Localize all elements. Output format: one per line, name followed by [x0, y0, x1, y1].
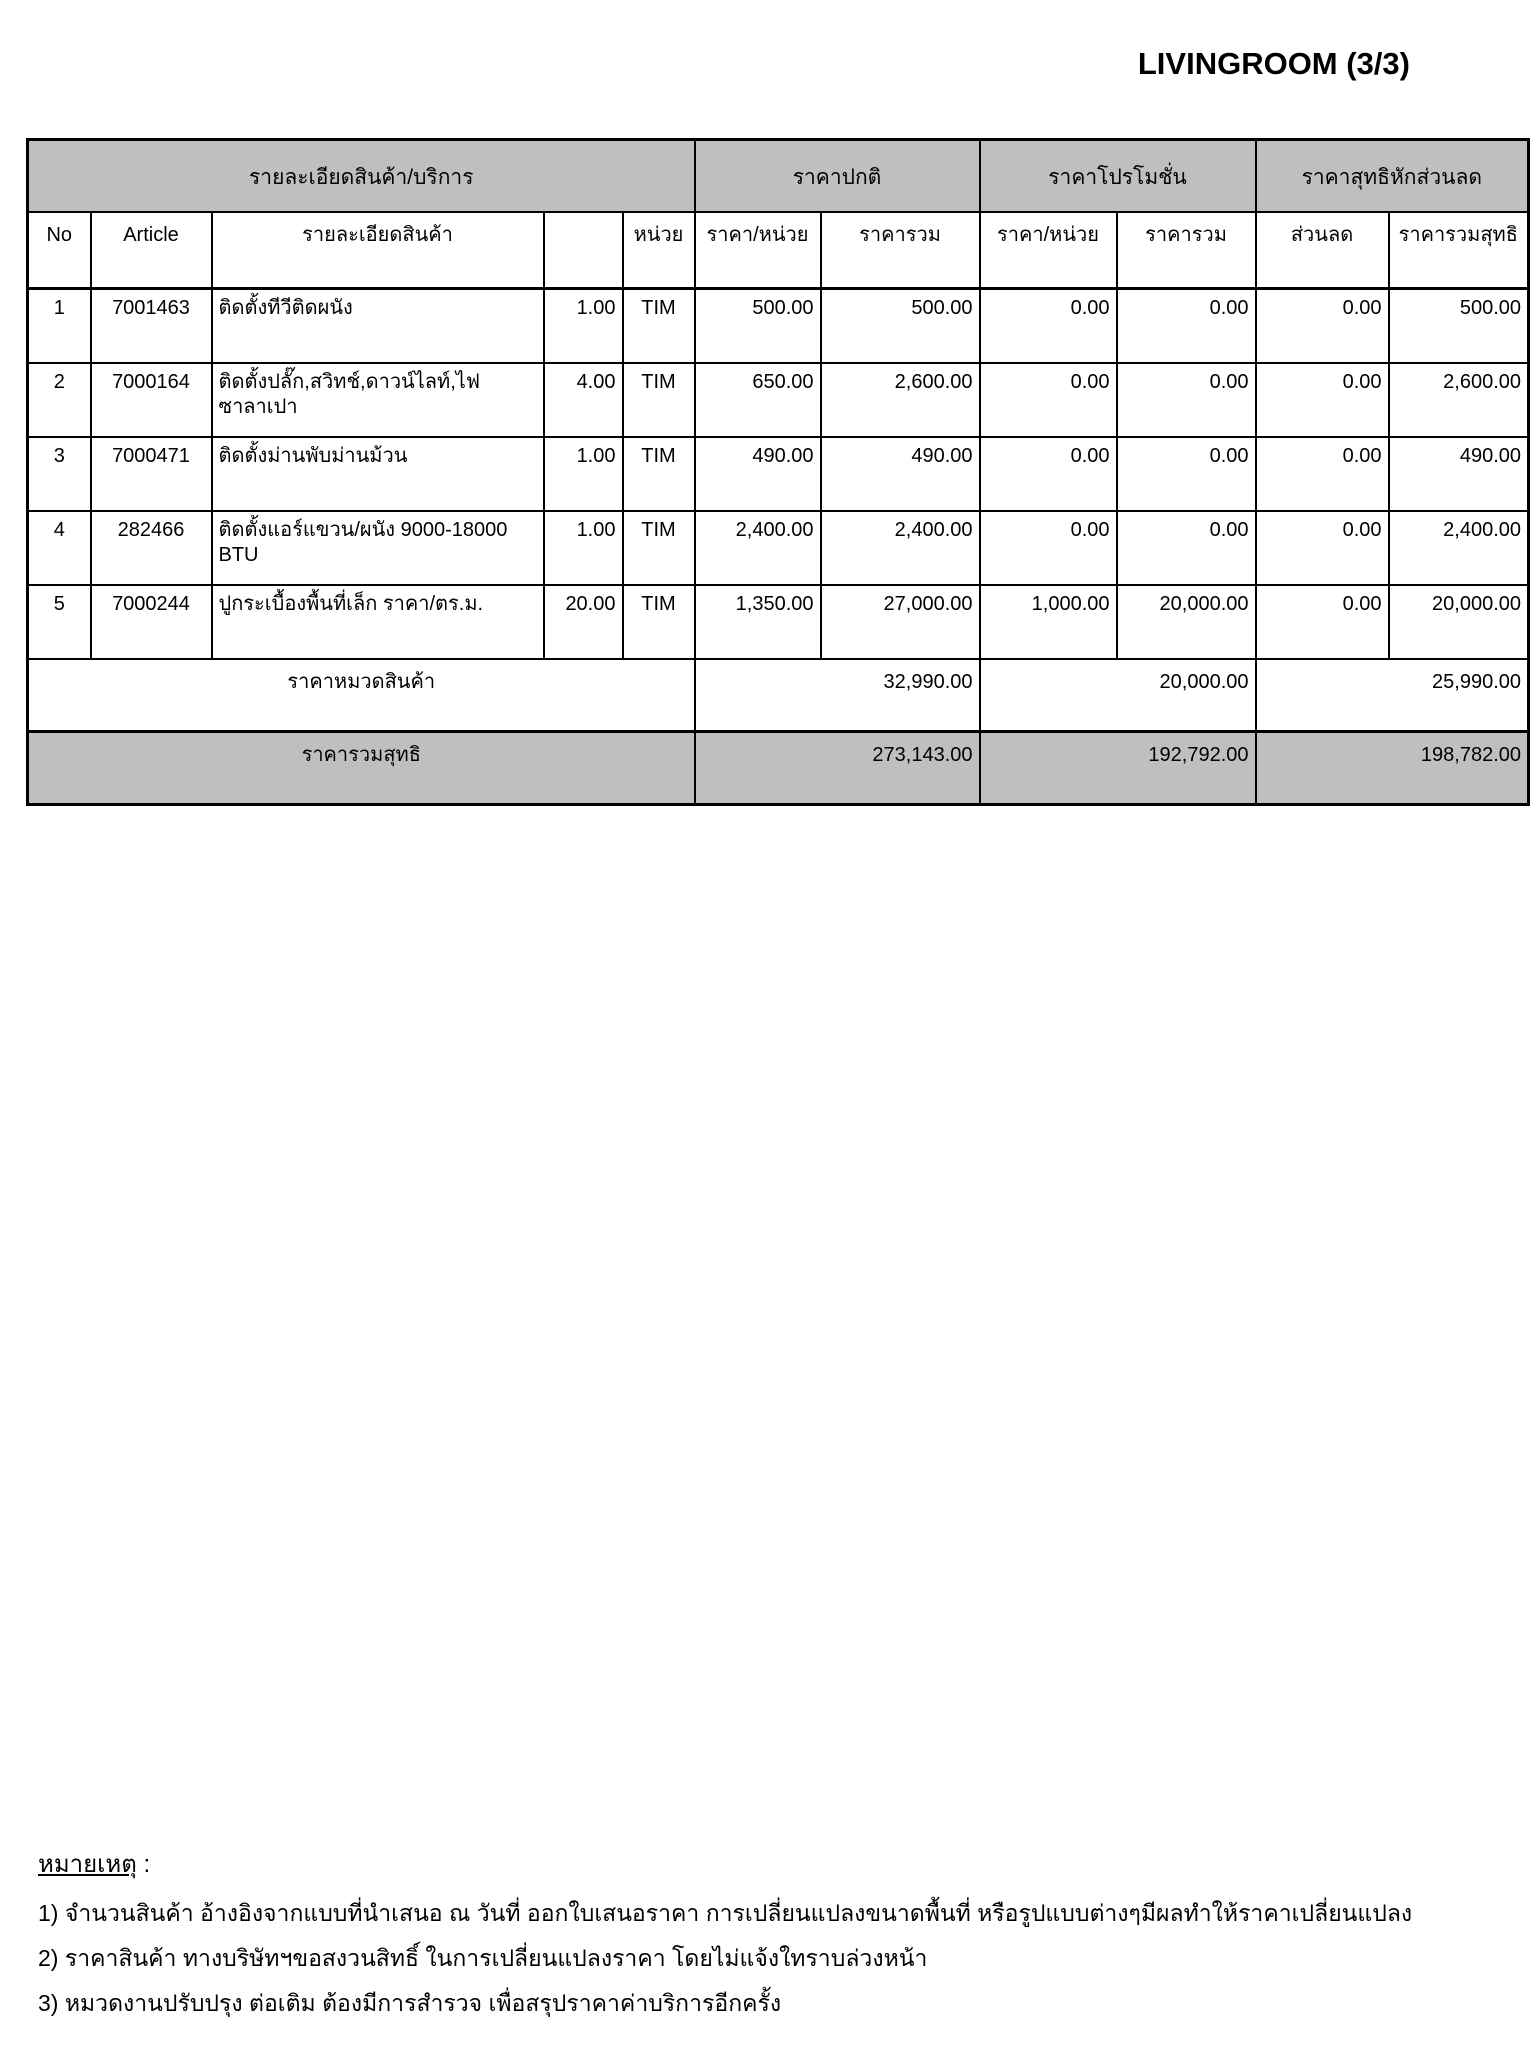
grand-total-row — [28, 732, 1529, 805]
cell-net-total: 2,600.00 — [1389, 363, 1529, 437]
cell-quantity: 4.00 — [544, 363, 623, 437]
note-item-1: 1) จำนวนสินค้า อ้างอิงจากแบบที่นำเสนอ ณ วันที่ ออกใบเสนอราคา การเปลี่ยนแปลงขนาดพื้นที่ หรือรูปแบบต่างๆมีผลทำให้ราคาเปลี่ยนแปลง — [38, 1900, 1413, 1926]
col-header-quantity — [544, 212, 623, 289]
category-total-row — [28, 659, 1529, 732]
grand-total-net: 198,782.00 — [1256, 732, 1529, 805]
cell-discount: 0.00 — [1256, 437, 1389, 511]
table-row — [28, 437, 1529, 511]
col-header-description: รายละเอียดสินค้า — [212, 212, 544, 289]
col-header-no: No — [28, 212, 91, 289]
cell-normal-total: 2,600.00 — [821, 363, 980, 437]
document-page — [0, 46, 1536, 2048]
cell-net-total: 500.00 — [1389, 289, 1529, 364]
col-header-net-total: ราคารวมสุทธิ — [1389, 212, 1529, 289]
cell-unit: TIM — [623, 585, 695, 659]
cell-unit: TIM — [623, 437, 695, 511]
notes-heading-text: หมายเหตุ — [38, 1851, 137, 1878]
cell-description: ติดตั้งแอร์แขวน/ผนัง 9000-18000 BTU — [212, 511, 544, 585]
col-header-promo-total: ราคารวม — [1117, 212, 1256, 289]
cell-promo-total: 20,000.00 — [1117, 585, 1256, 659]
notes-heading — [38, 1844, 1536, 1883]
cell-article: 7000471 — [91, 437, 212, 511]
cell-promo-unit-price: 0.00 — [980, 289, 1117, 364]
col-header-normal-unit-price: ราคา/หน่วย — [695, 212, 821, 289]
cell-quantity: 20.00 — [544, 585, 623, 659]
cell-article: 7000164 — [91, 363, 212, 437]
group-header-product-details: รายละเอียดสินค้า/บริการ — [28, 140, 695, 213]
cell-unit: TIM — [623, 511, 695, 585]
note-item-2: 2) ราคาสินค้า ทางบริษัทฯขอสงวนสิทธิ์ ในการเปลี่ยนแปลงราคา โดยไม่แจ้งใทราบล่วงหน้า — [38, 1944, 928, 1971]
page-title: LIVINGROOM (3/3) — [1137, 46, 1410, 81]
cell-promo-unit-price: 0.00 — [980, 511, 1117, 585]
col-header-unit: หน่วย — [623, 212, 695, 289]
grand-total-promo: 192,792.00 — [980, 732, 1256, 805]
group-header-net-price: ราคาสุทธิหักส่วนลด — [1256, 140, 1529, 213]
cell-normal-unit-price: 650.00 — [695, 363, 821, 437]
cell-normal-unit-price: 1,350.00 — [695, 585, 821, 659]
cell-unit: TIM — [623, 289, 695, 364]
category-total-promo: 20,000.00 — [980, 659, 1256, 732]
grand-total-normal: 273,143.00 — [695, 732, 980, 805]
cell-normal-total: 500.00 — [821, 289, 980, 364]
cell-discount: 0.00 — [1256, 511, 1389, 585]
cell-description: ติดตั้งปลั๊ก,สวิทช์,ดาวน์ไลท์,ไฟซาลาเปา — [212, 363, 544, 437]
cell-promo-total: 0.00 — [1117, 511, 1256, 585]
col-header-discount: ส่วนลด — [1256, 212, 1389, 289]
cell-article: 7000244 — [91, 585, 212, 659]
table-group-header-row — [28, 140, 1529, 213]
cell-quantity: 1.00 — [544, 437, 623, 511]
cell-normal-total: 27,000.00 — [821, 585, 980, 659]
notes-section — [38, 1844, 1536, 2019]
cell-description: ปูกระเบื้องพื้นที่เล็ก ราคา/ตร.ม. — [212, 585, 544, 659]
cell-description: ติดตั้งม่านพับม่านม้วน — [212, 437, 544, 511]
cell-article: 282466 — [91, 511, 212, 585]
cell-promo-unit-price: 0.00 — [980, 363, 1117, 437]
cell-article: 7001463 — [91, 289, 212, 364]
table-row — [28, 511, 1529, 585]
cell-no: 3 — [28, 437, 91, 511]
category-total-normal: 32,990.00 — [695, 659, 980, 732]
cell-discount: 0.00 — [1256, 363, 1389, 437]
cell-discount: 0.00 — [1256, 585, 1389, 659]
cell-net-total: 20,000.00 — [1389, 585, 1529, 659]
cell-promo-total: 0.00 — [1117, 289, 1256, 364]
category-total-label: ราคาหมวดสินค้า — [28, 659, 695, 732]
category-total-net: 25,990.00 — [1256, 659, 1529, 732]
col-header-article: Article — [91, 212, 212, 289]
cell-promo-total: 0.00 — [1117, 363, 1256, 437]
quotation-table — [26, 138, 1530, 806]
note-item-3: 3) หมวดงานปรับปรุง ต่อเติม ต้องมีการสำรวจ เพื่อสรุปราคาค่าบริการอีกครั้ง — [38, 1989, 782, 2016]
cell-no: 5 — [28, 585, 91, 659]
cell-quantity: 1.00 — [544, 511, 623, 585]
table-column-header-row — [28, 212, 1529, 289]
col-header-normal-total: ราคารวม — [821, 212, 980, 289]
cell-promo-total: 0.00 — [1117, 437, 1256, 511]
cell-no: 1 — [28, 289, 91, 364]
cell-net-total: 2,400.00 — [1389, 511, 1529, 585]
cell-description: ติดตั้งทีวีติดผนัง — [212, 289, 544, 364]
cell-normal-unit-price: 500.00 — [695, 289, 821, 364]
group-header-promo-price: ราคาโปรโมชั่น — [980, 140, 1256, 213]
cell-promo-unit-price: 0.00 — [980, 437, 1117, 511]
cell-normal-unit-price: 2,400.00 — [695, 511, 821, 585]
cell-normal-unit-price: 490.00 — [695, 437, 821, 511]
cell-net-total: 490.00 — [1389, 437, 1529, 511]
cell-unit: TIM — [623, 363, 695, 437]
cell-normal-total: 2,400.00 — [821, 511, 980, 585]
group-header-normal-price: ราคาปกติ — [695, 140, 980, 213]
cell-no: 4 — [28, 511, 91, 585]
cell-quantity: 1.00 — [544, 289, 623, 364]
cell-promo-unit-price: 1,000.00 — [980, 585, 1117, 659]
table-row — [28, 585, 1529, 659]
col-header-promo-unit-price: ราคา/หน่วย — [980, 212, 1117, 289]
grand-total-label: ราคารวมสุทธิ — [28, 732, 695, 805]
table-row — [28, 363, 1529, 437]
cell-no: 2 — [28, 363, 91, 437]
table-row — [28, 289, 1529, 364]
cell-discount: 0.00 — [1256, 289, 1389, 364]
notes-heading-colon: : — [136, 1851, 151, 1878]
cell-normal-total: 490.00 — [821, 437, 980, 511]
